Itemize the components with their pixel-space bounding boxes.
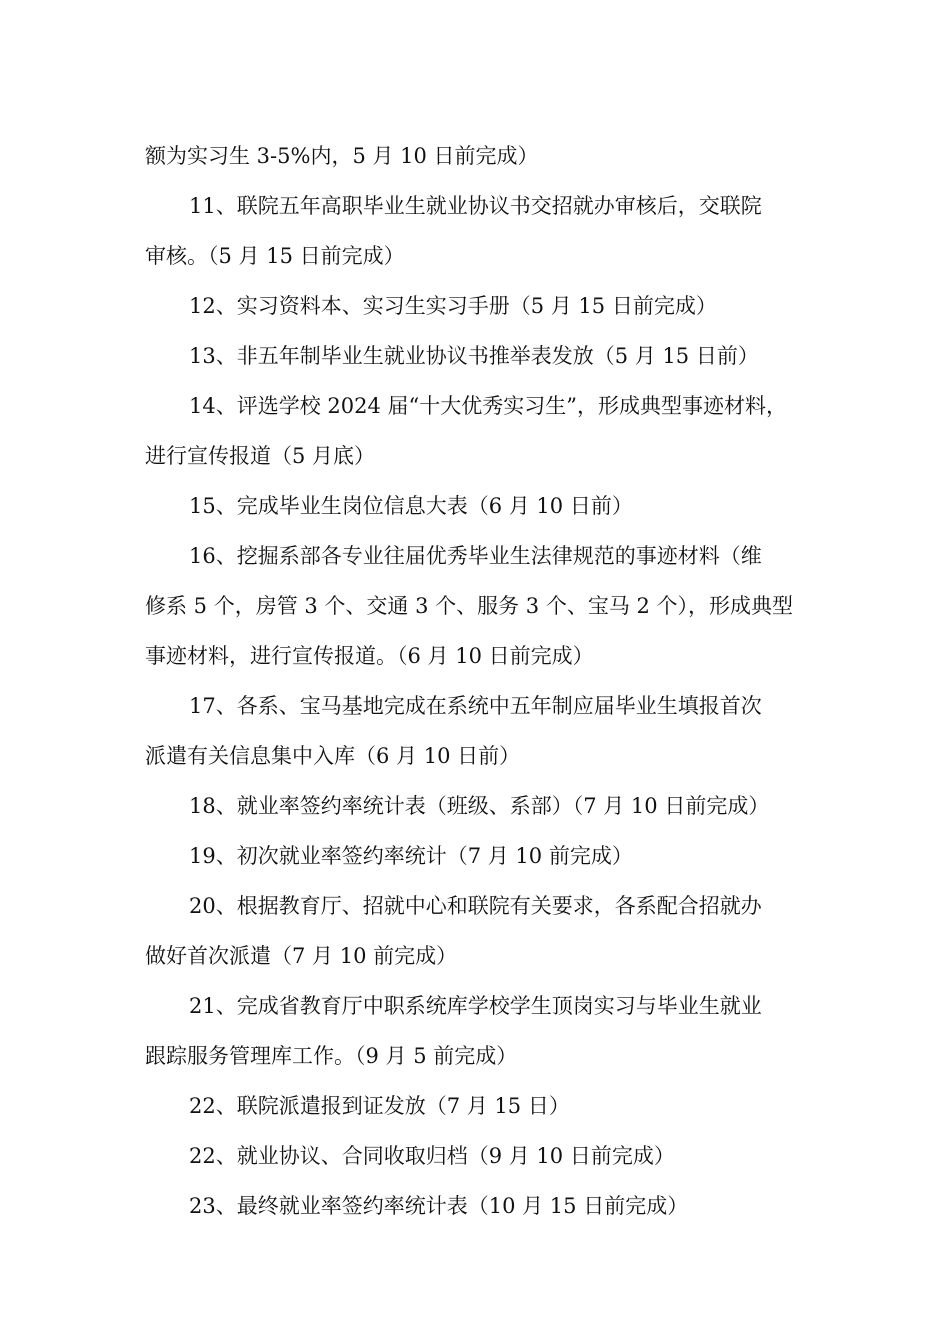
text-line: 做好首次派遣（7 月 10 前完成） [145,944,458,968]
text-line: 14、评选学校 2024 届“十大优秀实习生”，形成典型事迹材料， [189,394,787,418]
text-line: 22、就业协议、合同收取归档（9 月 10 日前完成） [189,1144,675,1168]
text-line: 跟踪服务管理库工作。（9 月 5 前完成） [145,1044,518,1068]
document-body [145,131,815,1231]
text-line: 15、完成毕业生岗位信息大表（6 月 10 日前） [189,494,633,518]
list-item-17 [145,681,815,781]
text-line: 17、各系、宝马基地完成在系统中五年制应届毕业生填报首次 [189,694,762,718]
text-line: 11、联院五年高职毕业生就业协议书交招就办审核后，交联院 [189,194,762,218]
text-line: 13、非五年制毕业生就业协议书推举表发放（5 月 15 日前） [189,344,759,368]
list-item-11 [145,181,815,281]
text-line: 21、完成省教育厅中职系统库学校学生顶岗实习与毕业生就业 [189,994,762,1018]
list-item-15 [145,481,815,531]
text-line: 事迹材料，进行宣传报道。（6 月 10 日前完成） [145,644,594,668]
text-line: 进行宣传报道（5 月底） [145,444,376,468]
list-item-12 [145,281,815,331]
list-item-20 [145,881,815,981]
text-line: 19、初次就业率签约率统计（7 月 10 前完成） [189,844,633,868]
list-item-23 [145,1181,815,1231]
text-line: 22、联院派遣报到证发放（7 月 15 日） [189,1094,570,1118]
text-line: 审核。（5 月 15 日前完成） [145,244,405,268]
text-line: 18、就业率签约率统计表（班级、系部）（7 月 10 日前完成） [189,794,770,818]
list-item-22a [145,1081,815,1131]
text-line: 12、实习资料本、实习生实习手册（5 月 15 日前完成） [189,294,717,318]
text-line: 20、根据教育厅、招就中心和联院有关要求，各系配合招就办 [189,894,762,918]
list-item-13 [145,331,815,381]
list-item-16 [145,531,815,681]
text-line: 23、最终就业率签约率统计表（10 月 15 日前完成） [189,1194,689,1218]
list-item-19 [145,831,815,881]
text-line: 额为实习生 3-5%内，5 月 10 日前完成） [145,144,539,168]
list-item-22b [145,1131,815,1181]
text-line: 修系 5 个，房管 3 个、交通 3 个、服务 3 个、宝马 2 个），形成典型 [145,594,794,618]
text-line: 派遣有关信息集中入库（6 月 10 日前） [145,744,521,768]
list-item-21 [145,981,815,1081]
list-item-18 [145,781,815,831]
text-line: 16、挖掘系部各专业往届优秀毕业生法律规范的事迹材料（维 [189,544,762,568]
list-item-14 [145,381,815,481]
paragraph-continuation [145,131,815,181]
